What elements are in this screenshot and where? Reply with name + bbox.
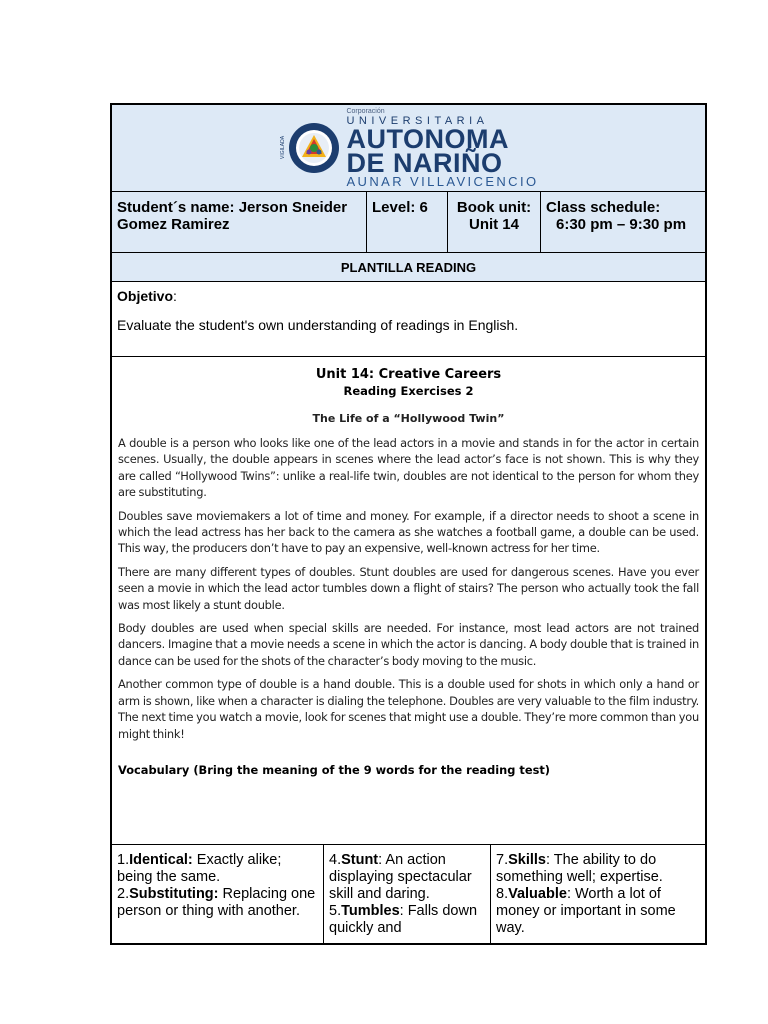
reading-section — [112, 366, 705, 845]
logo-universitaria: UNIVERSITARIA — [346, 114, 489, 127]
university-logo — [278, 108, 538, 189]
vocab-definition: : The ability to do something well; expertise. — [496, 852, 663, 885]
vocabulary-column-1 — [112, 845, 324, 943]
reading-paragraph: Doubles save moviemakers a lot of time and money. For example, if a director needs to shoot a scene in which the lead actress has her back to the camera as she watches a football game, a double can be used. This way, the producers don’t have to pay an expensive, well-known actress for her time. — [118, 508, 699, 556]
story-title: The Life of a “Hollywood Twin” — [312, 412, 505, 425]
vocab-word: Stunt — [341, 852, 379, 868]
vocab-number: 8. — [496, 886, 509, 902]
objective-label: Objetivo — [117, 288, 174, 304]
student-name-cell — [112, 192, 367, 252]
student-info-row — [112, 192, 705, 253]
vocab-definition: : An action displaying spectacular skill and daring. — [329, 852, 472, 902]
book-unit-cell — [448, 192, 541, 252]
unit-title: Unit 14: Creative Careers — [315, 367, 502, 382]
reading-paragraph: Another common type of double is a hand double. This is a double used for shots in which only a hand or arm is shown, like when a character is dialing the telephone. Doubles are very valuable to the film industry. The next time you watch a movie, look for scenes that might use a double. They’re more common than you might think! — [118, 677, 699, 741]
svg-text:VIGILADA: VIGILADA — [280, 135, 287, 159]
vocab-word: Skills — [508, 852, 546, 868]
objective-section: Objetivo: Evaluate the student's own understanding of readings in English. — [112, 282, 705, 357]
logo-narino: DE NARIÑO — [346, 147, 503, 178]
book-unit-label: Book unit: — [456, 199, 532, 216]
vocab-number: 7. — [496, 852, 509, 868]
student-name: Jerson Sneider Gomez Ramirez — [117, 199, 348, 233]
class-schedule-label: Class schedule: — [546, 199, 661, 216]
logo-aunar: AUNAR VILLAVICENCIO — [346, 173, 539, 189]
reading-paragraph: There are many different types of doubles. Stunt doubles are used for dangerous scenes. Have you ever seen a movie in which the lead actor tumbles down a flight of stairs? The person who actually took the fall was most likely a stunt double. — [118, 564, 699, 612]
vocab-definition: : Worth a lot of money or important in some way. — [496, 886, 676, 936]
vocab-definition: Exactly alike; being the same. — [117, 852, 282, 885]
vocab-number: 5. — [329, 903, 342, 919]
template-title: PLANTILLA READING — [112, 253, 705, 282]
vocab-word: Tumbles — [341, 903, 400, 919]
reading-paragraph: Body doubles are used when special skills are needed. For instance, most lead actors are not trained dancers. Imagine that a movie needs a scene in which the actor is dancing. A body double that is trained in dance can be used for the shots of the character’s body moving to the music. — [118, 621, 699, 668]
reading-template-table — [110, 103, 707, 945]
vocab-word: Substituting: — [129, 886, 219, 902]
level-cell — [367, 192, 448, 252]
objective-text: Evaluate the student's own understanding of readings in English. — [117, 317, 519, 333]
exercise-title: Reading Exercises 2 — [343, 384, 474, 398]
class-schedule-cell — [541, 192, 705, 252]
header-banner — [112, 105, 705, 192]
student-name-label: Student´s name: — [117, 199, 239, 216]
class-schedule-time: 6:30 pm – 9:30 pm — [556, 216, 687, 233]
university-seal-icon — [278, 117, 340, 179]
vocabulary-column-3 — [491, 845, 705, 943]
vocabulary-row — [112, 845, 705, 943]
vocab-number: 2. — [117, 886, 130, 902]
logo-corporacion: Corporación — [346, 107, 385, 115]
level-text: Level: 6 — [372, 199, 428, 216]
vocab-number: 4. — [329, 852, 342, 868]
book-unit-value: Unit 14 — [468, 216, 519, 233]
vocab-definition: : Falls down quickly and — [329, 903, 478, 936]
logo-autonoma: AUTONOMA — [346, 123, 509, 154]
vocabulary-heading: Vocabulary (Bring the meaning of the 9 words for the reading test) — [118, 762, 550, 777]
vocab-word: Valuable — [508, 886, 567, 902]
vocabulary-column-2 — [324, 845, 491, 943]
reading-paragraph: A double is a person who looks like one of the lead actors in a movie and stands in for the actor in certain scenes. Usually, the double appears in scenes where the lead actor’s face is not shown. This is why they are called “Hollywood Twins”: unlike a real-life twin, doubles are not identical to the person for whom they are substituting. — [118, 436, 699, 500]
vocab-definition: Replacing one person or thing with another. — [117, 886, 316, 919]
vocab-word: Identical: — [129, 852, 193, 868]
vocab-number: 1. — [117, 852, 130, 868]
